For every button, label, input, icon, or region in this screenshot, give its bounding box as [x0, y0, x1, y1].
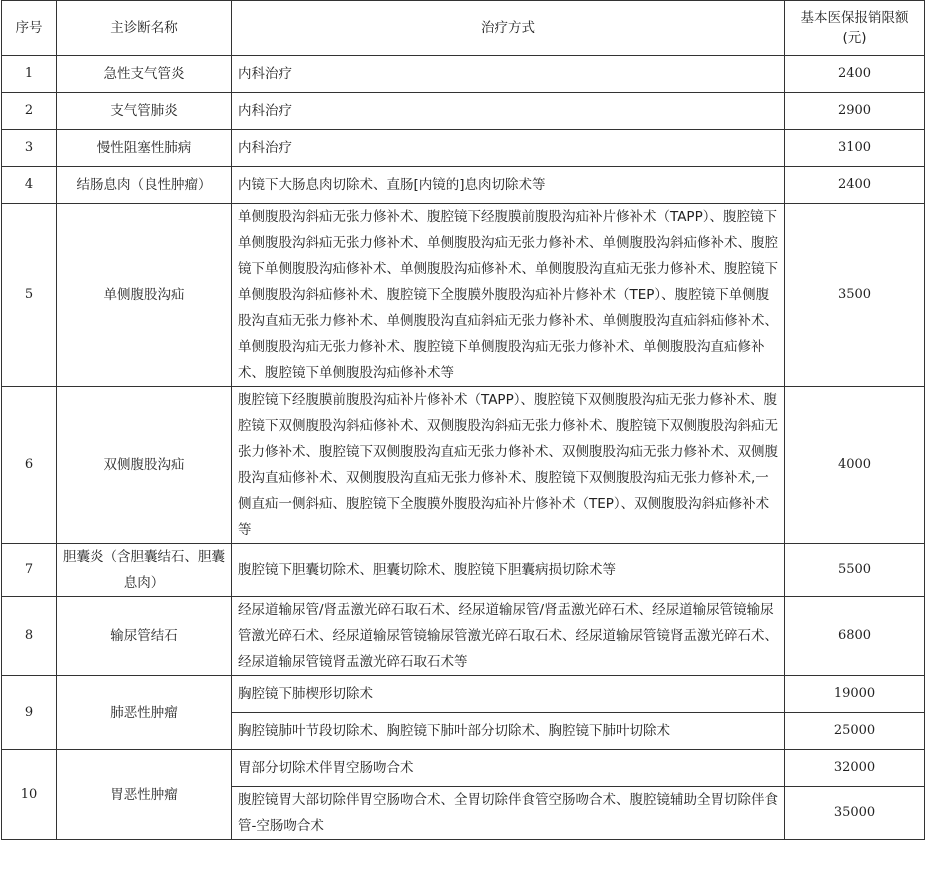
row-no: 10: [2, 750, 57, 840]
header-limit: [785, 1, 925, 56]
header-limit-line1: 基本医保报销限额: [800, 10, 909, 26]
row-limit: 2400: [785, 167, 925, 204]
row-method: 内镜下大肠息肉切除术、直肠[内镜的]息肉切除术等: [232, 167, 785, 204]
reimbursement-table: [1, 0, 925, 840]
row-method: 胃部分切除术伴胃空肠吻合术: [232, 750, 785, 787]
row-limit: 25000: [785, 713, 925, 750]
table-row: [2, 167, 925, 204]
row-method: 单侧腹股沟斜疝无张力修补术、腹腔镜下经腹膜前腹股沟疝补片修补术（TAPP）、腹腔镜下单侧腹股沟斜疝无张力修补术、单侧腹股沟疝无张力修补术、单侧腹股沟斜疝修补术、腹腔镜下单侧腹股沟疝修补术、单侧腹股沟疝修补术、单侧腹股沟直疝无张力修补术、腹腔镜下单侧腹股沟斜疝修补术、腹腔镜下全腹膜外腹股沟疝补片修补术（TEP）、腹腔镜下单侧腹股沟直疝无张力修补术、单侧腹股沟直疝斜疝无张力修补术、单侧腹股沟直疝斜疝修补术、单侧腹股沟疝无张力修补术、腹腔镜下单侧腹股沟疝无张力修补术、单侧腹股沟直疝修补术、腹腔镜下单侧腹股沟疝修补术等: [232, 204, 785, 387]
table-row: [2, 544, 925, 597]
row-diagnosis: 肺恶性肿瘤: [57, 676, 232, 750]
row-no: 2: [2, 93, 57, 130]
row-no: 4: [2, 167, 57, 204]
row-method: 内科治疗: [232, 56, 785, 93]
row-limit: 3100: [785, 130, 925, 167]
row-method: 经尿道输尿管/肾盂激光碎石取石术、经尿道输尿管/肾盂激光碎石术、经尿道输尿管镜输尿管激光碎石术、经尿道输尿管镜输尿管激光碎石取石术、经尿道输尿管镜肾盂激光碎石术、经尿道输尿管镜肾盂激光碎石取石术等: [232, 597, 785, 676]
row-diagnosis: 支气管肺炎: [57, 93, 232, 130]
row-no: 8: [2, 597, 57, 676]
row-limit: 5500: [785, 544, 925, 597]
row-method: 胸腔镜下肺楔形切除术: [232, 676, 785, 713]
row-diagnosis: 输尿管结石: [57, 597, 232, 676]
row-diagnosis: 单侧腹股沟疝: [57, 204, 232, 387]
header-row: [2, 1, 925, 56]
row-diagnosis: 急性支气管炎: [57, 56, 232, 93]
table-row: [2, 204, 925, 387]
table-row: [2, 676, 925, 713]
row-no: 1: [2, 56, 57, 93]
row-diagnosis: 胃恶性肿瘤: [57, 750, 232, 840]
row-diagnosis: 慢性阻塞性肺病: [57, 130, 232, 167]
row-no: 9: [2, 676, 57, 750]
row-limit: 6800: [785, 597, 925, 676]
row-method: 内科治疗: [232, 93, 785, 130]
row-limit: 4000: [785, 387, 925, 544]
row-limit: 3500: [785, 204, 925, 387]
row-limit: 35000: [785, 787, 925, 840]
row-diagnosis: 双侧腹股沟疝: [57, 387, 232, 544]
table-row: [2, 387, 925, 544]
row-method: 腹腔镜下经腹膜前腹股沟疝补片修补术（TAPP）、腹腔镜下双侧腹股沟疝无张力修补术、腹腔镜下双侧腹股沟斜疝修补术、双侧腹股沟斜疝无张力修补术、腹腔镜下双侧腹股沟斜疝无张力修补术、腹腔镜下双侧腹股沟直疝无张力修补术、双侧腹股沟疝无张力修补术、双侧腹股沟直疝修补术、双侧腹股沟直疝无张力修补术、腹腔镜下双侧腹股沟疝无张力修补术,一侧直疝一侧斜疝、腹腔镜下全腹膜外腹股沟疝补片修补术（TEP）、双侧腹股沟斜疝修补术等: [232, 387, 785, 544]
row-diagnosis: 胆囊炎（含胆囊结石、胆囊息肉）: [57, 544, 232, 597]
table-row: [2, 130, 925, 167]
row-no: 5: [2, 204, 57, 387]
header-no: 序号: [2, 1, 57, 56]
table-row: [2, 56, 925, 93]
row-no: 7: [2, 544, 57, 597]
row-method: 腹腔镜胃大部切除伴胃空肠吻合术、全胃切除伴食管空肠吻合术、腹腔镜辅助全胃切除伴食管-空肠吻合术: [232, 787, 785, 840]
row-limit: 2400: [785, 56, 925, 93]
row-method: 内科治疗: [232, 130, 785, 167]
row-no: 6: [2, 387, 57, 544]
table-row: [2, 750, 925, 787]
row-method: 胸腔镜肺叶节段切除术、胸腔镜下肺叶部分切除术、胸腔镜下肺叶切除术: [232, 713, 785, 750]
row-method: 腹腔镜下胆囊切除术、胆囊切除术、腹腔镜下胆囊病损切除术等: [232, 544, 785, 597]
header-limit-line2: (元): [842, 30, 867, 46]
table-row: [2, 93, 925, 130]
row-diagnosis: 结肠息肉（良性肿瘤）: [57, 167, 232, 204]
row-limit: 19000: [785, 676, 925, 713]
header-method: 治疗方式: [232, 1, 785, 56]
header-diagnosis: 主诊断名称: [57, 1, 232, 56]
row-limit: 2900: [785, 93, 925, 130]
table-row: [2, 597, 925, 676]
row-no: 3: [2, 130, 57, 167]
row-limit: 32000: [785, 750, 925, 787]
